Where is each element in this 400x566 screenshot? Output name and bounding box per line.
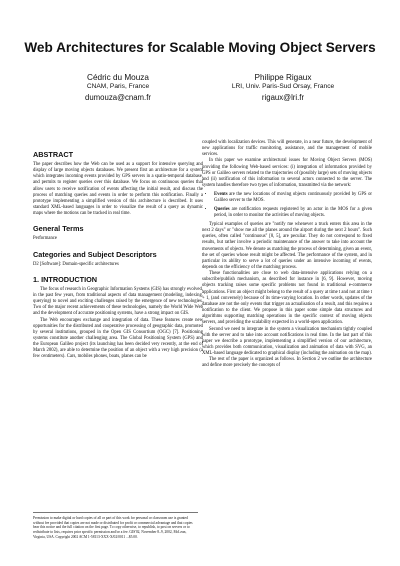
abstract-text: The paper describes how the Web can be used as a support for intensive querying and display of large moving objects databases. We present first an architecture for a system which integrates incoming events provided by GPS servers in a spatio-temporal database, and permits to register queries over this database. We focus on continuous queries that allow users to receive notification of events affecting the initial result, and discuss the process of matching queries and events in order to perform this notification. Finally a prototype implementing a simplified version of this architecture is described. It uses standard XML-based languages in order to visualize the result of a query as dynamic maps where the motions can be tracked in real time. <box>33 162 203 217</box>
section-heading-introduction: 1. INTRODUCTION <box>33 274 98 284</box>
author-email: rigaux@lri.fr <box>261 93 305 103</box>
paper-title: Web Architectures for Scalable Moving Object Servers <box>24 40 376 55</box>
copyright-footnote: Permission to make digital or hard copies of all or part of this work for personal or classroom use is granted without fee provided that copies are not made or distributed for profit or commercial advantage and that copies bear this notice and the full citation on the first page. To copy otherwise, to republish, to post on servers or to redistribute to lists, requires prior specific permission and/or a fee. GIS'02, November 8–9, 2002, McLean, Virginia, USA. Copyright 2002 ACM 1-58113-XXX-X/02/0011 ...$5.00. <box>33 512 198 540</box>
intro-paragraph-1: The focus of research in Geographic Information Systems (GIS) has strongly evolved, in the past few years, from traditional aspects of data management (modeling, indexing, querying) to novel and exciting challenges raised by the emergence of new technologies. Two of the major recent achievements of these technologies, namely the World Wide Web and the development of accurate positioning systems, have a strong impact on GIS. <box>33 286 203 317</box>
author-email: dumouza@cnam.fr <box>85 93 151 103</box>
categories-heading: Categories and Subject Descriptors <box>33 249 157 259</box>
intro-paragraph-2: The Web encourages exchange and integration of data. These features create new opportunities for the distributed and cooperative processing of geographic data, promoted by several institutions, grouped in the Open GIS Consortium (OGC) [7]. Positioning systems constitute another challenging area. The Global Positioning System (GPS) and the European Galileo project (its launching has been decided very recently, at the end of March 2002), are able to determine the position of an object with a very high precision (a few centimeters). Cars, mobiles phones, boats, planes can be <box>33 317 203 360</box>
author-affiliation: CNAM, Paris, France <box>86 83 150 91</box>
body-paragraph: Typical examples of queries are "notify me whenever a truck enters this area in the next 2 days" or "show me all the planes around the airport during the next 2 hours". Such queries, often called "continuous" [8, 5], are peculiar. They do not correspond to fixed results, but rather involve a periodic maintenance of the answer to take into account the movements of objects. We denote as matching the process of determining, given an event, the set of queries whose result might be affected. The performance of the system, and in particular its ability to serve a lot of queries under an intensive incoming of events, depends on the efficiency of the matching process. <box>202 221 372 270</box>
list-item-term: Events <box>214 192 228 198</box>
author-name: Cédric du Mouza <box>87 73 149 82</box>
body-paragraph: In this paper we examine architectural issues for Moving Object Servers (MOS) providing the following Web-based services: (i) integration of information provided by GPS or Galileo servers related to the trajectories of (possibly large) sets of moving objects and (ii) notification of this information to several actors connected to the server. The system handles therefore two types of information, transmitted via the network: <box>202 158 372 189</box>
abstract-heading: ABSTRACT <box>33 150 74 159</box>
author-name: Philippe Rigaux <box>254 73 312 82</box>
right-column <box>202 140 372 370</box>
body-paragraph: The rest of the paper is organized as follows. In Section 2 we outline the architecture and define more precisely the concepts of <box>202 357 372 369</box>
list-item-term: Queries <box>214 206 230 212</box>
list-item-text: are notification requests registered by an actor in the MOS for a given period, in order to monitor the activities of moving objects. <box>214 206 372 218</box>
general-terms-text: Performance <box>33 236 57 242</box>
categories-text: D2 [Software]: Domain-specific architectures <box>33 261 119 267</box>
list-item <box>214 207 372 219</box>
general-terms-heading: General Terms <box>33 224 84 234</box>
list-item-text: are the new locations of moving objects continuously provided by GPS or Galileo server to the MOS. <box>214 192 372 204</box>
body-paragraph: These functionalities are close to web data-intensive applications relying on a subscribe/publish mechanism, as described for instance in [6, 9]. However, moving objects tracking raises some specific problems not found in traditional e-commerce applications. First an object might belong to the result of a query at time t and not at time t + 1, (and conversely) because of its time-varying location. In other words, updates of the database are not the only events that trigger an actualisation of a result, and this requires a notification to the client. We propose in this paper some simple data structures and algorithms supporting matching operations in the specific context of moving objects servers, and providing the scalability expected in a world-open application. <box>202 271 372 326</box>
author-block-1 <box>43 73 193 103</box>
body-paragraph: coupled with localization devices. This will generate, in a near future, the development of new applications for traffic monitoring, assistance, and the management of mobile services. <box>202 140 372 158</box>
body-paragraph: Second we need to integrate in the system a visualization mechanism tightly coupled with the server and to take into account notifications in real time. In the last part of this paper we describe a prototype, implementing a simplified version of our architecture, which provides both communication, visualization and animation of data with SVG, an XML-based language dedicated to graphical display (including the animation on the map). <box>202 326 372 357</box>
list-item <box>214 192 372 204</box>
author-block-2 <box>208 73 358 103</box>
author-affiliation: LRI, Univ. Paris-Sud Orsay, France <box>231 83 335 91</box>
bullet-list <box>202 192 372 219</box>
left-column <box>33 150 203 361</box>
